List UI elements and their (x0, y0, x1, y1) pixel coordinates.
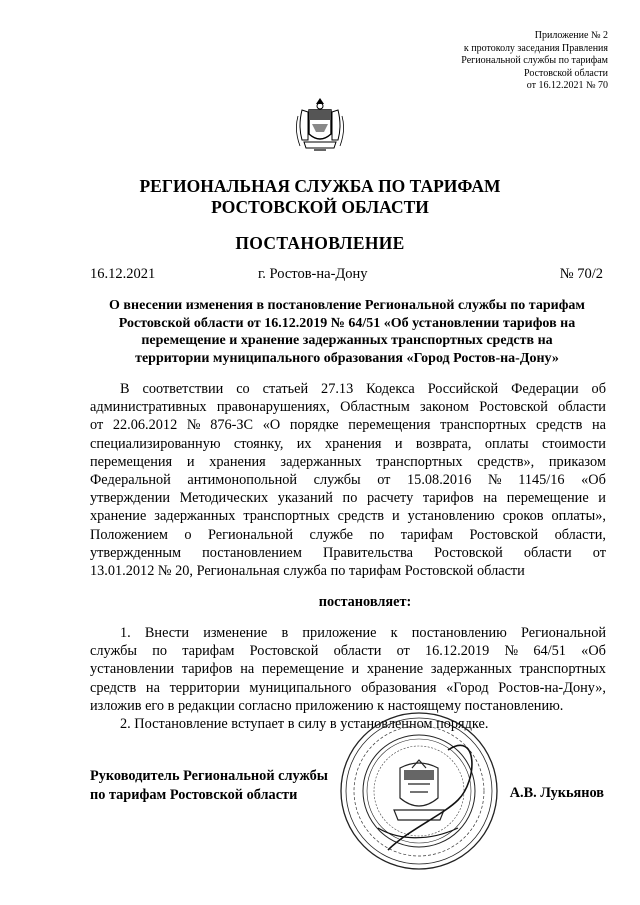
word: перемещения (90, 453, 173, 470)
word: от (396, 643, 410, 660)
word: 1. (120, 625, 131, 641)
word: и (598, 490, 606, 507)
word: транспортных (376, 453, 463, 470)
word: стоимости (541, 435, 606, 452)
word: и (394, 435, 403, 452)
word: «Об (581, 643, 606, 660)
paragraph-line (90, 416, 606, 434)
word: оплаты (484, 435, 529, 452)
paragraph-line (120, 380, 606, 398)
paragraph-line (90, 453, 606, 471)
word: Региональной (208, 526, 294, 543)
word: транспортных (243, 508, 330, 525)
subject-line: О внесении изменения в постановление Региональной службы по тарифам (109, 298, 585, 313)
word: хранение (366, 661, 424, 678)
word: 15.08.2016 (407, 471, 472, 488)
word: утвержденным (90, 544, 182, 561)
word: установлению (407, 508, 495, 525)
word: указаний (277, 490, 333, 507)
word: № (186, 417, 201, 434)
item-line: изложив его в редакции согласно приложению к настоящему постановлению. (90, 697, 564, 714)
word: хранения (209, 453, 266, 470)
item-line (90, 642, 606, 660)
word: тарифам (400, 526, 453, 543)
position-line: по тарифам Ростовской области (90, 786, 298, 803)
word: хранения (324, 435, 382, 452)
word: стоянку, (233, 435, 284, 452)
word: Ростов-на-Дону», (498, 679, 606, 696)
word: по (369, 526, 385, 543)
word: на (483, 490, 498, 507)
word: Областным (340, 399, 410, 416)
word: службы (90, 643, 138, 660)
paragraph-line (90, 489, 606, 507)
word: Российской (427, 381, 499, 397)
word: перемещение (506, 490, 589, 507)
item-line (90, 679, 606, 697)
word: Региональной (521, 625, 606, 641)
word: Положением (90, 526, 168, 543)
word: перемещение (261, 661, 344, 678)
word: утверждении (90, 490, 171, 507)
appendix-line: к протоколу заседания Правления (463, 42, 608, 54)
document-city: г. Ростов-на-Дону (258, 266, 368, 282)
word: постановлению (411, 625, 507, 641)
word: «Город (446, 679, 489, 696)
organization-line: РЕГИОНАЛЬНАЯ СЛУЖБА ПО ТАРИФАМ (139, 176, 501, 196)
word: о (184, 526, 192, 543)
word: постановлением (202, 544, 302, 561)
word: законом (420, 399, 469, 416)
word: и (351, 661, 360, 678)
official-seal-icon (338, 710, 500, 872)
word: перемещения (348, 417, 431, 434)
word: № (504, 643, 519, 660)
word: задержанных (430, 661, 512, 678)
word: об (591, 381, 606, 397)
word: 27.13 (321, 381, 354, 397)
paragraph-line (90, 526, 606, 544)
word: области (558, 399, 606, 416)
word: Внести (144, 625, 190, 641)
word: в (281, 625, 289, 641)
word: тарифов (181, 661, 233, 678)
appendix-line: от 16.12.2021 № 70 (526, 80, 608, 92)
item-line (120, 624, 606, 642)
document-number: № 70/2 (559, 266, 603, 282)
word: области, (554, 526, 606, 543)
word: от (90, 417, 104, 434)
position-line: Руководитель Региональной службы (90, 768, 328, 784)
word: оплаты», (551, 508, 606, 525)
word: Федерации (511, 381, 579, 397)
word: тарифам (182, 643, 235, 660)
word: Ростовской (469, 526, 539, 543)
word: расчету (366, 490, 414, 507)
word: области (333, 643, 382, 660)
item-line (90, 660, 606, 678)
word: и (391, 508, 400, 525)
word: службы (313, 471, 361, 488)
word: 876-ЗС (210, 417, 254, 434)
paragraph-line (90, 435, 606, 453)
word: средств (90, 679, 137, 696)
word: 1145/16 (518, 471, 565, 488)
word: 64/51 (533, 643, 566, 660)
word: 22.06.2012 (112, 417, 178, 434)
word: Ростовской (249, 643, 319, 660)
document-subject (86, 297, 608, 367)
signatory-name: А.В. Лукьянов (509, 785, 604, 801)
word: В (120, 381, 130, 397)
word: задержанных (154, 508, 236, 525)
signatory-position (90, 767, 328, 804)
word: соответствии (142, 381, 224, 397)
word: транспортных (519, 661, 606, 678)
word: специализированную (90, 435, 221, 452)
word: 16.12.2019 (424, 643, 490, 660)
word: области (523, 544, 572, 561)
word: образования (361, 679, 437, 696)
word: № (487, 471, 502, 488)
word: муниципального (249, 679, 352, 696)
word: по (152, 643, 168, 660)
word: транспортных (440, 417, 527, 434)
word: и (186, 453, 195, 470)
word: Правительства (323, 544, 413, 561)
word: от (592, 544, 606, 561)
word: по (342, 490, 358, 507)
organization-line: РОСТОВСКОЙ ОБЛАСТИ (211, 197, 429, 217)
word: хранение (90, 508, 147, 525)
item-line: 2. Постановление вступает в силу в установленном порядке. (120, 715, 489, 732)
appendix-line: Приложение № 2 (534, 30, 608, 41)
word: статьей (262, 381, 309, 397)
word: «О (262, 417, 281, 434)
word: задержанных (280, 453, 362, 470)
word: антимонопольной (187, 471, 298, 488)
word: изменение (203, 625, 268, 641)
word: территории (169, 679, 240, 696)
word: к (390, 625, 398, 641)
appendix-line: Региональной службы по тарифам (461, 55, 608, 67)
subject-line: перемещение и хранение задержанных транспортных средств на (141, 333, 553, 348)
paragraph-line: 13.01.2012 № 20, Региональная служба по тарифам Ростовской области (90, 562, 525, 579)
word: порядке (289, 417, 339, 434)
organization-title (0, 176, 640, 218)
preamble-paragraph (90, 380, 606, 580)
word: службе (309, 526, 354, 543)
word: Ростовской (479, 399, 548, 416)
appendix-line: Ростовской области (524, 67, 608, 79)
word: средств (536, 417, 583, 434)
resolves-heading: постановляет: (318, 594, 412, 610)
subject-line: территории муниципального образования «Город Ростов-на-Дону» (135, 350, 559, 366)
coat-of-arms-icon (294, 96, 346, 154)
word: Методических (179, 490, 269, 507)
paragraph-line (90, 398, 606, 416)
word: на (240, 661, 255, 678)
word: приложение (302, 625, 377, 641)
word: сроков (502, 508, 544, 525)
word: на (591, 417, 606, 434)
document-date: 16.12.2021 (90, 266, 156, 282)
word: Ростовской (434, 544, 503, 561)
paragraph-line (90, 507, 606, 525)
word: их (296, 435, 312, 452)
word: средств (337, 508, 384, 525)
word: установлении (90, 661, 175, 678)
paragraph-line (90, 471, 606, 489)
document-type: ПОСТАНОВЛЕНИЕ (235, 233, 405, 253)
word: административных (90, 399, 207, 416)
word: тарифов (422, 490, 474, 507)
paragraph-line (90, 544, 606, 562)
word: правонарушениях, (216, 399, 330, 416)
word: на (145, 679, 160, 696)
word: приказом (548, 453, 606, 470)
document-meta (90, 266, 603, 284)
word: со (236, 381, 250, 397)
word: средств», (477, 453, 535, 470)
word: Федеральной (90, 471, 171, 488)
word: возврата, (415, 435, 472, 452)
subject-line: Ростовской области от 16.12.2019 № 64/51 «Об установлении тарифов на (118, 315, 576, 331)
word: Кодекса (366, 381, 415, 397)
word: от (377, 471, 391, 488)
word: «Об (581, 471, 606, 488)
appendix-note (368, 30, 608, 93)
